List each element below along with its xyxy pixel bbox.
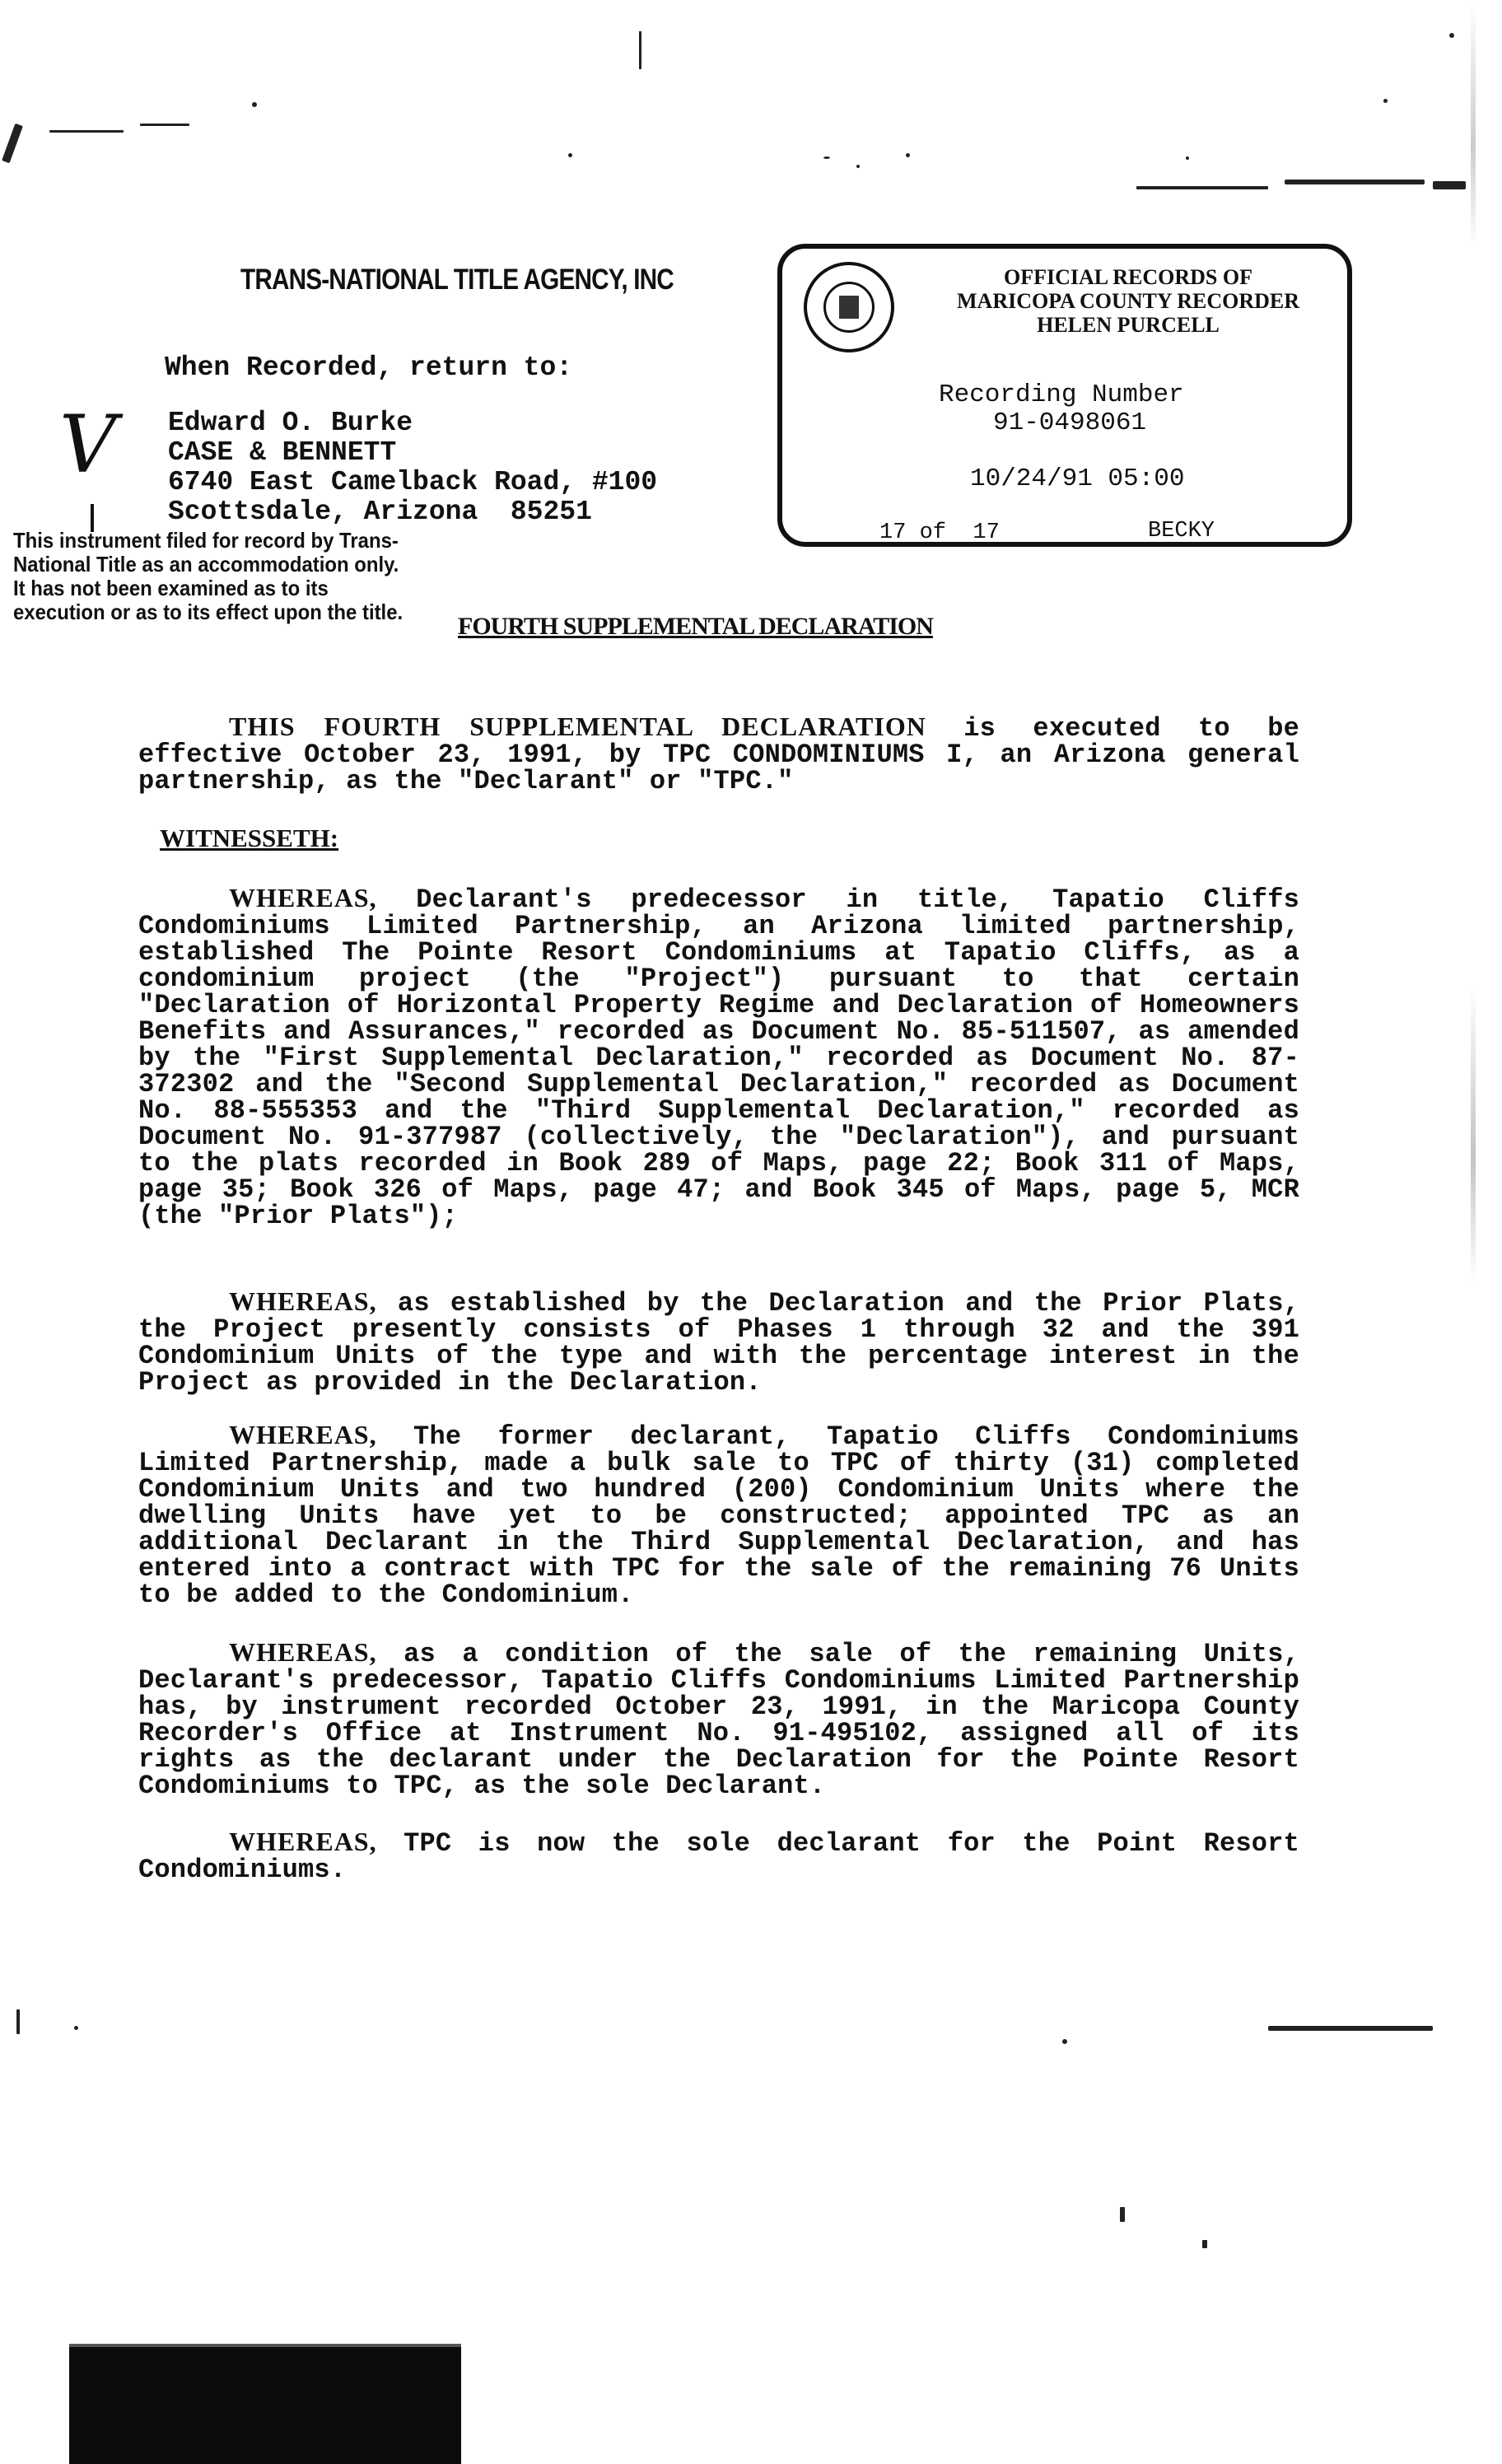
recording-datetime: 10/24/91 05:00 (970, 464, 1185, 493)
paragraph-text: TPC is now the sole declarant for the Point Resort Condominiums. (138, 1828, 1300, 1885)
paragraph-whereas-4 (138, 1639, 1299, 1799)
agency-name: TRANS-NATIONAL TITLE AGENCY, INC (240, 264, 674, 296)
whereas-keyword: WHEREAS, (229, 1286, 377, 1316)
return-address-line: Scottsdale, Arizona 85251 (168, 497, 592, 527)
return-label: When Recorded, return to: (165, 352, 573, 383)
paragraph-text: as established by the Declaration and the Prior Plats, the Project presently consists of Phases 1 through 32 and the 391 Condominium Units of the type and with the percentage interest in the Project as provided in the Declaration. (138, 1288, 1299, 1398)
paragraph-text: as a condition of the sale of the remaining Units, Declarant's predecessor, Tapatio Cliffs Condominiums Limited Partnership has, by instrument recorded October 23, 1991, in the Maricopa County Recorder's Office at Instrument No. 91-495102, assigned all of its rights as the declarant under the Declaration for the Pointe Resort Condominiums to TPC, as the sole Declarant. (138, 1639, 1300, 1801)
clerk-name: BECKY (1148, 519, 1215, 544)
stamp-header (906, 265, 1350, 337)
document-title: FOURTH SUPPLEMENTAL DECLARATION (458, 613, 933, 640)
return-address-line: Edward O. Burke (168, 408, 413, 438)
paragraph-text: Declarant's predecessor in title, Tapatio Cliffs Condominiums Limited Partnership, an Arizona limited partnership, established The Pointe Resort Condominiums at Tapatio Cliffs, as a condominium project (the "Project") pursuant to that certain "Declaration of Horizontal Property Regime and Declaration of Homeowners Benefits and Assurances," recorded as Document No. 85-511507, as amended by the "First Supplemental Declaration," recorded as Document No. 87-372302 and the "Second Supplemental Declaration," recorded as Document No. 88-555353 and the "Third Supplemental Declaration," recorded as Document No. 91-377987 (collectively, the "Declaration"), and pursuant to the plats recorded in Book 289 of Maps, page 22; Book 311 of Maps, page 35; Book 326 of Maps, page 47; and Book 345 of Maps, page 5, MCR (the "Prior Plats"); (138, 884, 1299, 1231)
return-address (168, 408, 657, 527)
paragraph-whereas-5 (138, 1828, 1299, 1883)
filing-note: This instrument filed for record by Trans-National Title as an accommodation only. It has not been examined as to its execution or as to its effect upon the title. (13, 528, 403, 624)
whereas-keyword: WHEREAS, (229, 1420, 377, 1449)
paragraph-text: is executed to be effective October 23, 1991, by TPC CONDOMINIUMS I, an Arizona general partnership, as the "Declarant" or "TPC." (138, 713, 1300, 796)
return-address-line: 6740 East Camelback Road, #100 (168, 467, 658, 497)
whereas-keyword: WHEREAS, (229, 1827, 377, 1856)
scan-edge (1471, 0, 1476, 2464)
scan-black-bar (69, 2347, 461, 2464)
page-count: 17 of 17 (879, 520, 1000, 545)
recording-number: 91-0498061 (993, 408, 1147, 437)
intro-keyword: THIS FOURTH SUPPLEMENTAL DECLARATION (229, 712, 926, 741)
stamp-header-line: MARICOPA COUNTY RECORDER (957, 289, 1299, 313)
whereas-keyword: WHEREAS, (229, 883, 377, 912)
paragraph-whereas-1 (138, 884, 1299, 1230)
paragraph-text: The former declarant, Tapatio Cliffs Condominiums Limited Partnership, made a bulk sale to TPC of thirty (31) completed Condominium Units and two hundred (200) Condominium Units where the dwelling Units have yet to be constructed; appointed TPC as an additional Declarant in the Third Supplemental Declaration, and has entered into a contract with TPC for the sale of the remaining 76 Units to be added to the Condominium. (138, 1421, 1299, 1610)
witnesseth-heading: WITNESSETH: (160, 824, 339, 852)
stamp-header-line: HELEN PURCELL (1037, 313, 1220, 337)
paragraph-whereas-2 (138, 1288, 1299, 1396)
paragraph-intro (138, 713, 1299, 795)
return-address-line: CASE & BENNETT (168, 437, 397, 468)
stamp-header-line: OFFICIAL RECORDS OF (1004, 265, 1252, 289)
scan-mark (639, 31, 641, 69)
whereas-keyword: WHEREAS, (229, 1637, 377, 1667)
county-seal-icon (804, 262, 894, 352)
handwritten-mark: V (59, 399, 117, 491)
paragraph-whereas-3 (138, 1421, 1299, 1608)
recording-number-label: Recording Number (939, 380, 1184, 409)
